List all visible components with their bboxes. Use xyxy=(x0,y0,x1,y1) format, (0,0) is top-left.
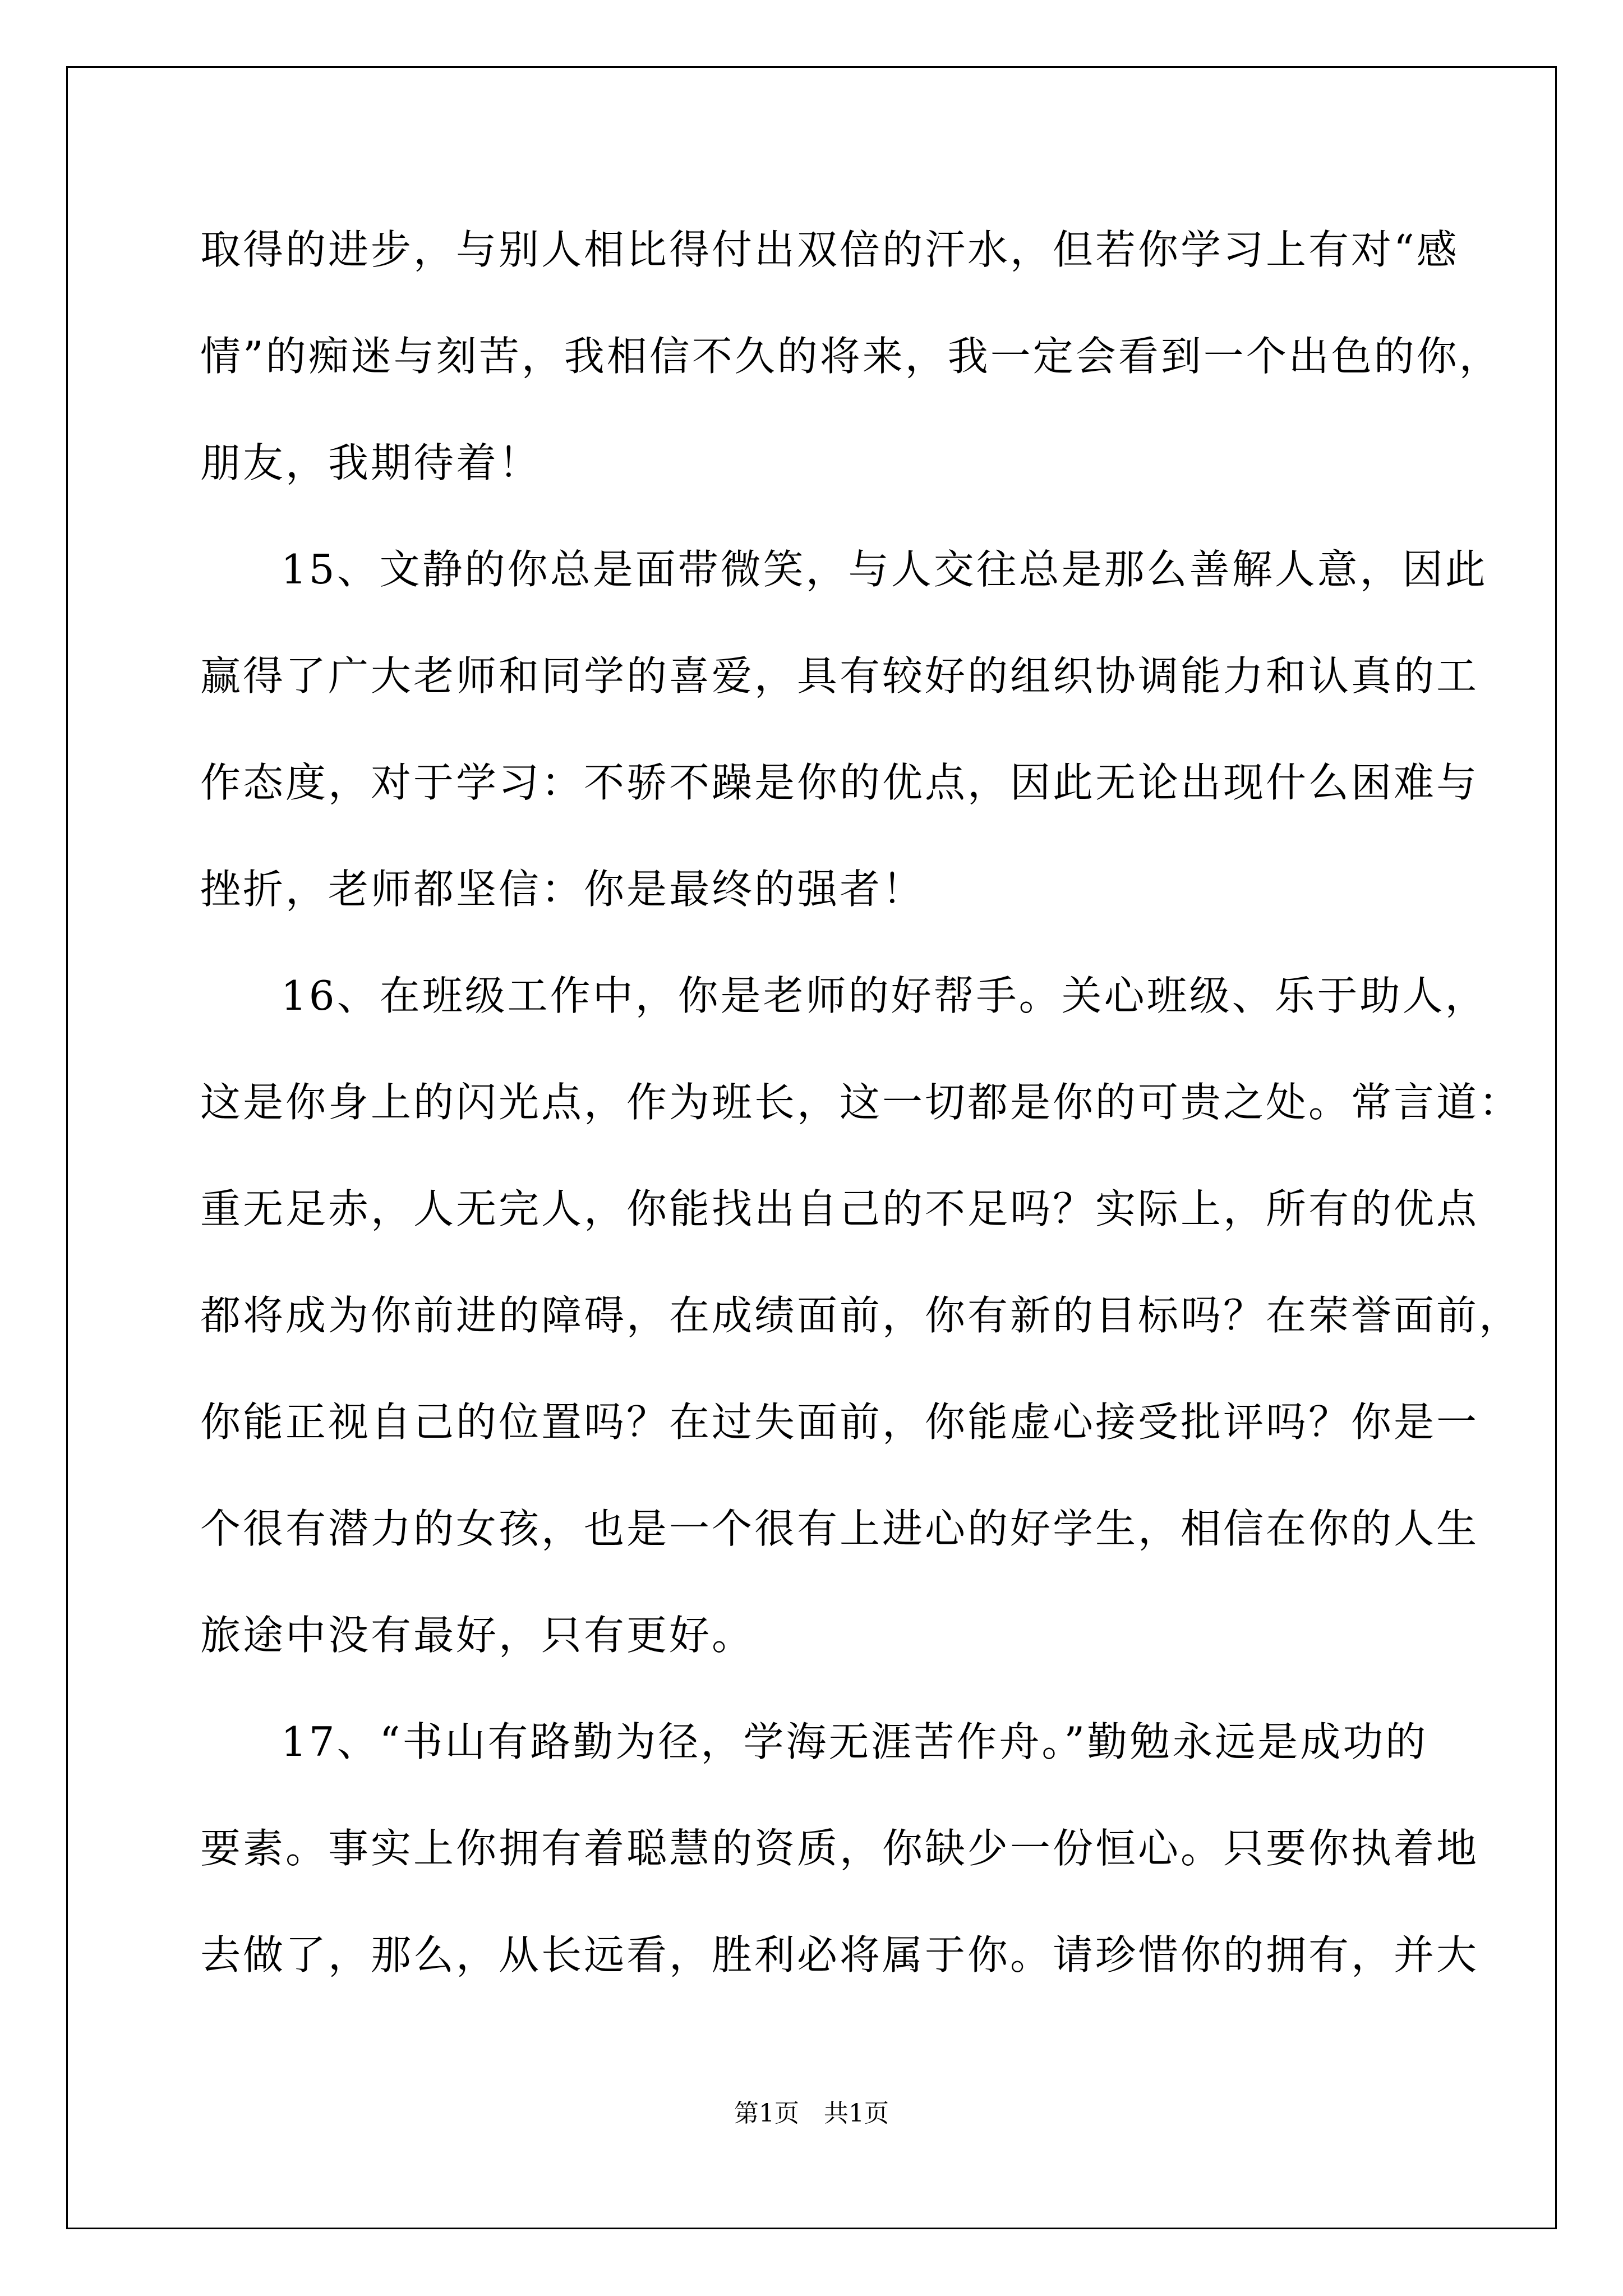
text-line-1: 取得的进步，与别人相比得付出双倍的汗水，但若你学习上有对“感 xyxy=(200,226,1459,273)
text-line-3: 朋友，我期待着！ xyxy=(200,439,542,486)
text-line-16: 要素。事实上你拥有着聪慧的资质，你缺少一份恒心。只要你执着地 xyxy=(200,1825,1479,1872)
text-line-12: 你能正视自己的位置吗？在过失面前，你能虚心接受批评吗？你是一 xyxy=(200,1398,1479,1446)
text-line-14: 旅途中没有最好，只有更好。 xyxy=(200,1612,755,1659)
text-line-7: 挫折，老师都坚信：你是最终的强者！ xyxy=(200,866,925,913)
paragraph-16-start: 16、在班级工作中，你是老师的好帮手。关心班级、乐于助人， xyxy=(281,972,1488,1019)
text-line-5: 赢得了广大老师和同学的喜爱，具有较好的组织协调能力和认真的工 xyxy=(200,652,1479,700)
text-line-10: 重无足赤，人无完人，你能找出自己的不足吗？实际上，所有的优点 xyxy=(200,1185,1479,1232)
text-line-2: 情”的痴迷与刻苦，我相信不久的将来，我一定会看到一个出色的你， xyxy=(200,333,1502,380)
page-number-footer: 第1页 共1页 xyxy=(734,2099,889,2128)
paragraph-17-start: 17、“书山有路勤为径，学海无涯苦作舟。”勤勉永远是成功的 xyxy=(281,1718,1428,1765)
text-line-13: 个很有潜力的女孩，也是一个很有上进心的好学生，相信在你的人生 xyxy=(200,1505,1479,1552)
text-line-9: 这是你身上的闪光点，作为班长，这一切都是你的可贵之处。常言道： xyxy=(200,1079,1522,1126)
document-body xyxy=(200,222,1522,2033)
paragraph-15-start: 15、文静的你总是面带微笑，与人交往总是那么善解人意，因此 xyxy=(281,546,1488,593)
text-line-17: 去做了，那么，从长远看，胜利必将属于你。请珍惜你的拥有，并大 xyxy=(200,1931,1479,1978)
text-line-11: 都将成为你前进的障碍，在成绩面前，你有新的目标吗？在荣誉面前， xyxy=(200,1292,1522,1339)
text-line-6: 作态度，对于学习：不骄不躁是你的优点，因此无论出现什么困难与 xyxy=(200,759,1479,806)
